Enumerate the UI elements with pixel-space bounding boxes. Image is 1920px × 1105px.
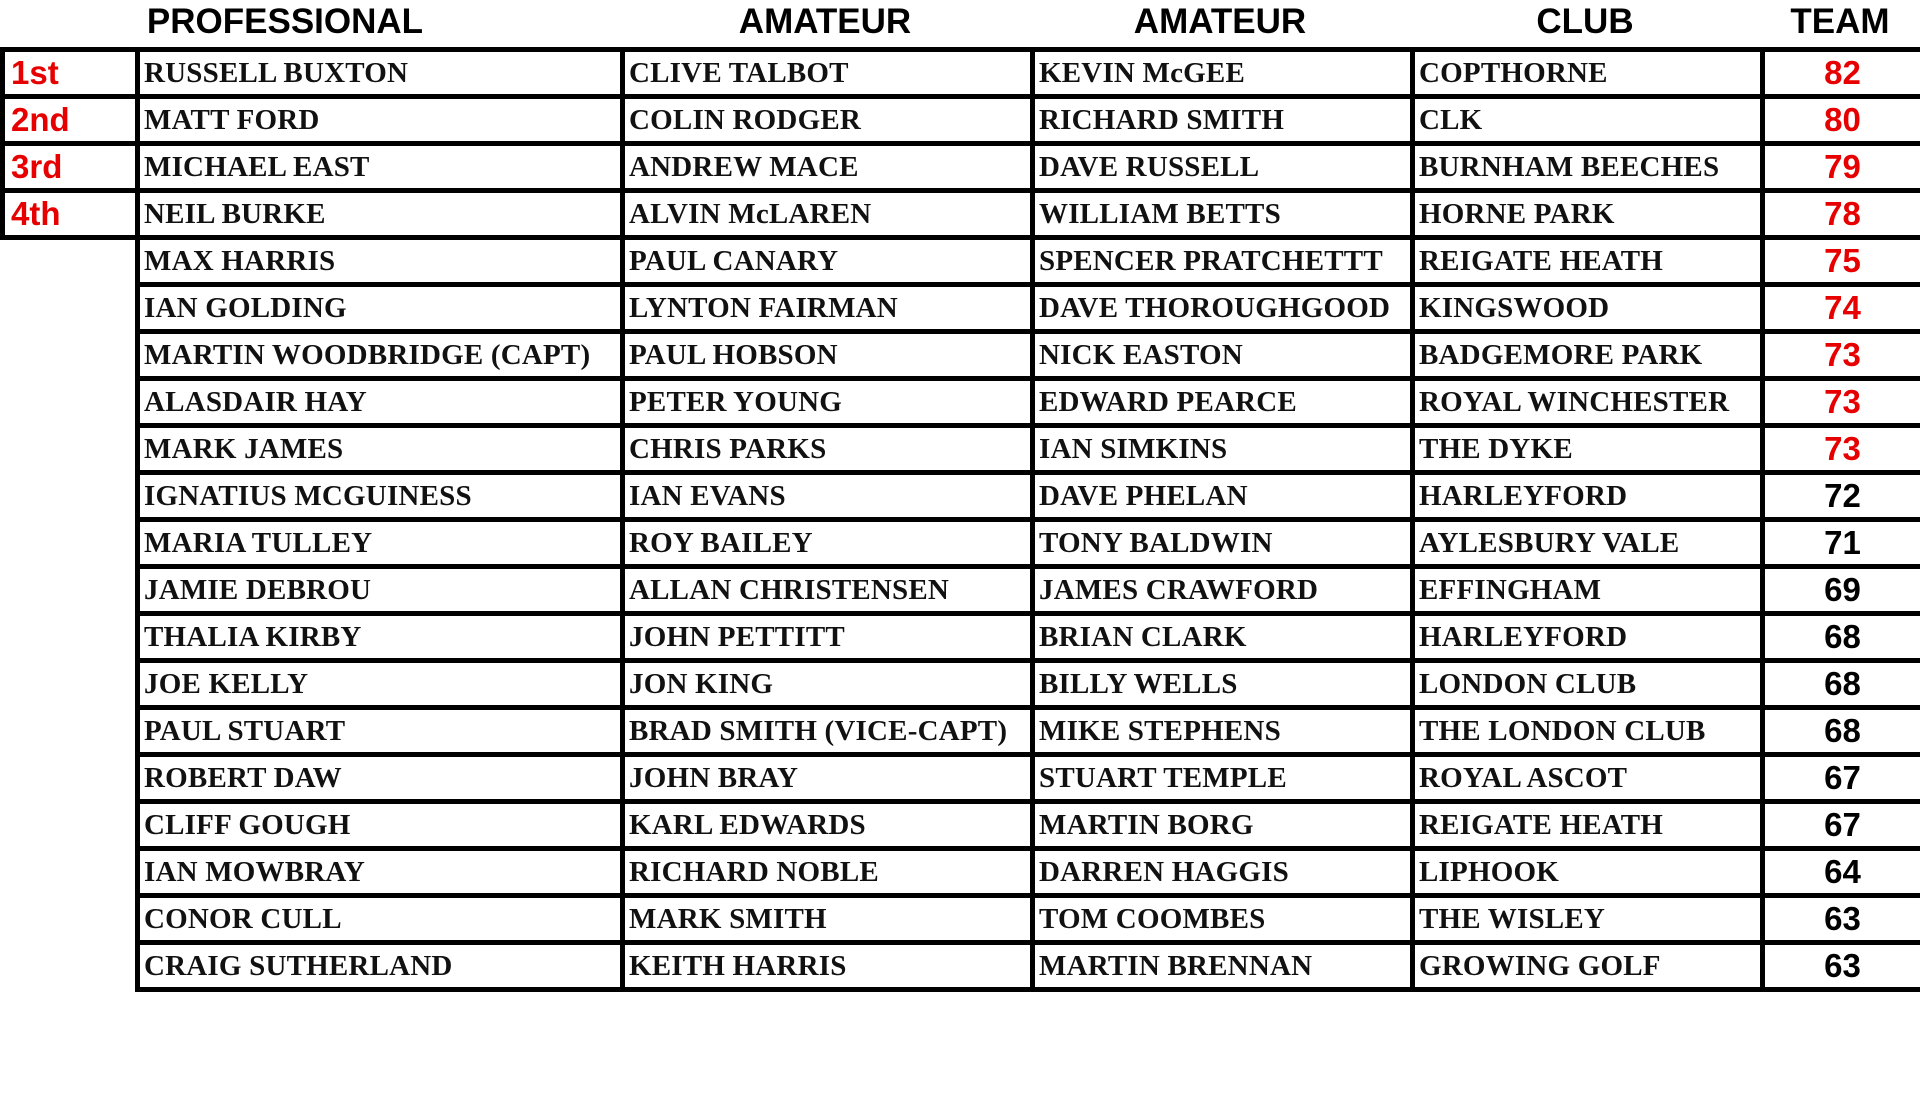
amateur-1-cell: IAN EVANS — [623, 473, 1033, 520]
amateur-2-cell: DAVE RUSSELL — [1033, 144, 1413, 191]
table-row — [3, 285, 1920, 332]
club-cell: REIGATE HEATH — [1413, 238, 1763, 285]
amateur-1-cell: KEITH HARRIS — [623, 943, 1033, 990]
team-score-cell: 68 — [1763, 661, 1920, 708]
amateur-1-cell: ALLAN CHRISTENSEN — [623, 567, 1033, 614]
professional-cell: MICHAEL EAST — [138, 144, 623, 191]
table-row — [3, 802, 1920, 849]
team-score-cell: 73 — [1763, 379, 1920, 426]
amateur-2-cell: BRIAN CLARK — [1033, 614, 1413, 661]
position-cell — [3, 426, 138, 473]
table-row — [3, 238, 1920, 285]
position-cell: 2nd — [3, 97, 138, 144]
amateur-2-cell: MARTIN BORG — [1033, 802, 1413, 849]
team-score-cell: 63 — [1763, 896, 1920, 943]
amateur-2-cell: MARTIN BRENNAN — [1033, 943, 1413, 990]
professional-cell: MATT FORD — [138, 97, 623, 144]
amateur-2-cell: TOM COOMBES — [1033, 896, 1413, 943]
amateur-2-cell: RICHARD SMITH — [1033, 97, 1413, 144]
professional-cell: NEIL BURKE — [138, 191, 623, 238]
header-amateur-1: AMATEUR — [738, 2, 912, 41]
position-cell — [3, 567, 138, 614]
professional-cell: IAN GOLDING — [138, 285, 623, 332]
position-cell — [3, 661, 138, 708]
professional-cell: JOE KELLY — [138, 661, 623, 708]
team-score-cell: 79 — [1763, 144, 1920, 191]
team-score-cell: 71 — [1763, 520, 1920, 567]
header-team: TEAM — [1790, 2, 1890, 41]
amateur-2-cell: JAMES CRAWFORD — [1033, 567, 1413, 614]
professional-cell: MARTIN WOODBRIDGE (CAPT) — [138, 332, 623, 379]
amateur-1-cell: RICHARD NOBLE — [623, 849, 1033, 896]
amateur-2-cell: NICK EASTON — [1033, 332, 1413, 379]
team-score-cell: 68 — [1763, 614, 1920, 661]
professional-cell: THALIA KIRBY — [138, 614, 623, 661]
position-cell — [3, 332, 138, 379]
table-row — [3, 943, 1920, 990]
amateur-1-cell: PAUL HOBSON — [623, 332, 1033, 379]
position-cell: 1st — [3, 50, 138, 97]
table-row — [3, 520, 1920, 567]
club-cell: EFFINGHAM — [1413, 567, 1763, 614]
amateur-1-cell: ALVIN McLAREN — [623, 191, 1033, 238]
amateur-2-cell: DARREN HAGGIS — [1033, 849, 1413, 896]
position-cell — [3, 943, 138, 990]
club-cell: KINGSWOOD — [1413, 285, 1763, 332]
results-table — [0, 47, 1920, 992]
club-cell: HARLEYFORD — [1413, 473, 1763, 520]
table-row — [3, 567, 1920, 614]
position-cell — [3, 285, 138, 332]
club-cell: HARLEYFORD — [1413, 614, 1763, 661]
amateur-2-cell: DAVE PHELAN — [1033, 473, 1413, 520]
position-cell — [3, 755, 138, 802]
club-cell: LONDON CLUB — [1413, 661, 1763, 708]
header-professional: PROFESSIONAL — [146, 2, 424, 41]
table-row — [3, 332, 1920, 379]
professional-cell: MARK JAMES — [138, 426, 623, 473]
club-cell: COPTHORNE — [1413, 50, 1763, 97]
position-cell: 4th — [3, 191, 138, 238]
amateur-1-cell: PAUL CANARY — [623, 238, 1033, 285]
column-header-row — [0, 0, 1920, 47]
table-row — [3, 379, 1920, 426]
team-score-cell: 78 — [1763, 191, 1920, 238]
amateur-1-cell: JON KING — [623, 661, 1033, 708]
position-cell — [3, 379, 138, 426]
club-cell: LIPHOOK — [1413, 849, 1763, 896]
professional-cell: RUSSELL BUXTON — [138, 50, 623, 97]
position-cell — [3, 708, 138, 755]
professional-cell: MARIA TULLEY — [138, 520, 623, 567]
amateur-1-cell: CHRIS PARKS — [623, 426, 1033, 473]
amateur-1-cell: PETER YOUNG — [623, 379, 1033, 426]
professional-cell: ALASDAIR HAY — [138, 379, 623, 426]
table-row — [3, 191, 1920, 238]
table-row — [3, 97, 1920, 144]
professional-cell: CRAIG SUTHERLAND — [138, 943, 623, 990]
club-cell: ROYAL WINCHESTER — [1413, 379, 1763, 426]
team-score-cell: 74 — [1763, 285, 1920, 332]
professional-cell: PAUL STUART — [138, 708, 623, 755]
table-row — [3, 661, 1920, 708]
amateur-1-cell: BRAD SMITH (VICE-CAPT) — [623, 708, 1033, 755]
amateur-2-cell: STUART TEMPLE — [1033, 755, 1413, 802]
position-cell — [3, 614, 138, 661]
amateur-1-cell: ANDREW MACE — [623, 144, 1033, 191]
club-cell: THE WISLEY — [1413, 896, 1763, 943]
team-score-cell: 73 — [1763, 426, 1920, 473]
table-row — [3, 426, 1920, 473]
club-cell: REIGATE HEATH — [1413, 802, 1763, 849]
team-score-cell: 67 — [1763, 755, 1920, 802]
amateur-2-cell: EDWARD PEARCE — [1033, 379, 1413, 426]
amateur-1-cell: ROY BAILEY — [623, 520, 1033, 567]
amateur-1-cell: JOHN BRAY — [623, 755, 1033, 802]
position-cell: 3rd — [3, 144, 138, 191]
amateur-2-cell: DAVE THOROUGHGOOD — [1033, 285, 1413, 332]
amateur-2-cell: TONY BALDWIN — [1033, 520, 1413, 567]
table-row — [3, 144, 1920, 191]
amateur-2-cell: WILLIAM BETTS — [1033, 191, 1413, 238]
professional-cell: CONOR CULL — [138, 896, 623, 943]
header-amateur-2: AMATEUR — [1133, 2, 1307, 41]
position-cell — [3, 802, 138, 849]
team-score-cell: 69 — [1763, 567, 1920, 614]
team-score-cell: 73 — [1763, 332, 1920, 379]
team-score-cell: 68 — [1763, 708, 1920, 755]
professional-cell: JAMIE DEBROU — [138, 567, 623, 614]
club-cell: AYLESBURY VALE — [1413, 520, 1763, 567]
professional-cell: CLIFF GOUGH — [138, 802, 623, 849]
professional-cell: IAN MOWBRAY — [138, 849, 623, 896]
club-cell: GROWING GOLF — [1413, 943, 1763, 990]
amateur-1-cell: MARK SMITH — [623, 896, 1033, 943]
team-score-cell: 63 — [1763, 943, 1920, 990]
amateur-2-cell: SPENCER PRATCHETTT — [1033, 238, 1413, 285]
amateur-1-cell: CLIVE TALBOT — [623, 50, 1033, 97]
club-cell: THE LONDON CLUB — [1413, 708, 1763, 755]
amateur-2-cell: MIKE STEPHENS — [1033, 708, 1413, 755]
position-cell — [3, 849, 138, 896]
club-cell: BURNHAM BEECHES — [1413, 144, 1763, 191]
team-score-cell: 72 — [1763, 473, 1920, 520]
table-row — [3, 614, 1920, 661]
professional-cell: MAX HARRIS — [138, 238, 623, 285]
amateur-2-cell: KEVIN McGEE — [1033, 50, 1413, 97]
team-score-cell: 82 — [1763, 50, 1920, 97]
professional-cell: IGNATIUS MCGUINESS — [138, 473, 623, 520]
position-cell — [3, 896, 138, 943]
amateur-1-cell: KARL EDWARDS — [623, 802, 1033, 849]
club-cell: THE DYKE — [1413, 426, 1763, 473]
club-cell: CLK — [1413, 97, 1763, 144]
table-row — [3, 473, 1920, 520]
team-score-cell: 75 — [1763, 238, 1920, 285]
club-cell: ROYAL ASCOT — [1413, 755, 1763, 802]
amateur-1-cell: LYNTON FAIRMAN — [623, 285, 1033, 332]
table-row — [3, 50, 1920, 97]
position-cell — [3, 238, 138, 285]
professional-cell: ROBERT DAW — [138, 755, 623, 802]
table-row — [3, 755, 1920, 802]
table-row — [3, 708, 1920, 755]
amateur-1-cell: JOHN PETTITT — [623, 614, 1033, 661]
team-score-cell: 64 — [1763, 849, 1920, 896]
header-club: CLUB — [1536, 2, 1634, 41]
position-cell — [3, 473, 138, 520]
amateur-1-cell: COLIN RODGER — [623, 97, 1033, 144]
club-cell: HORNE PARK — [1413, 191, 1763, 238]
amateur-2-cell: IAN SIMKINS — [1033, 426, 1413, 473]
results-body — [3, 50, 1920, 990]
position-cell — [3, 520, 138, 567]
team-score-cell: 80 — [1763, 97, 1920, 144]
club-cell: BADGEMORE PARK — [1413, 332, 1763, 379]
table-row — [3, 849, 1920, 896]
amateur-2-cell: BILLY WELLS — [1033, 661, 1413, 708]
team-score-cell: 67 — [1763, 802, 1920, 849]
table-row — [3, 896, 1920, 943]
